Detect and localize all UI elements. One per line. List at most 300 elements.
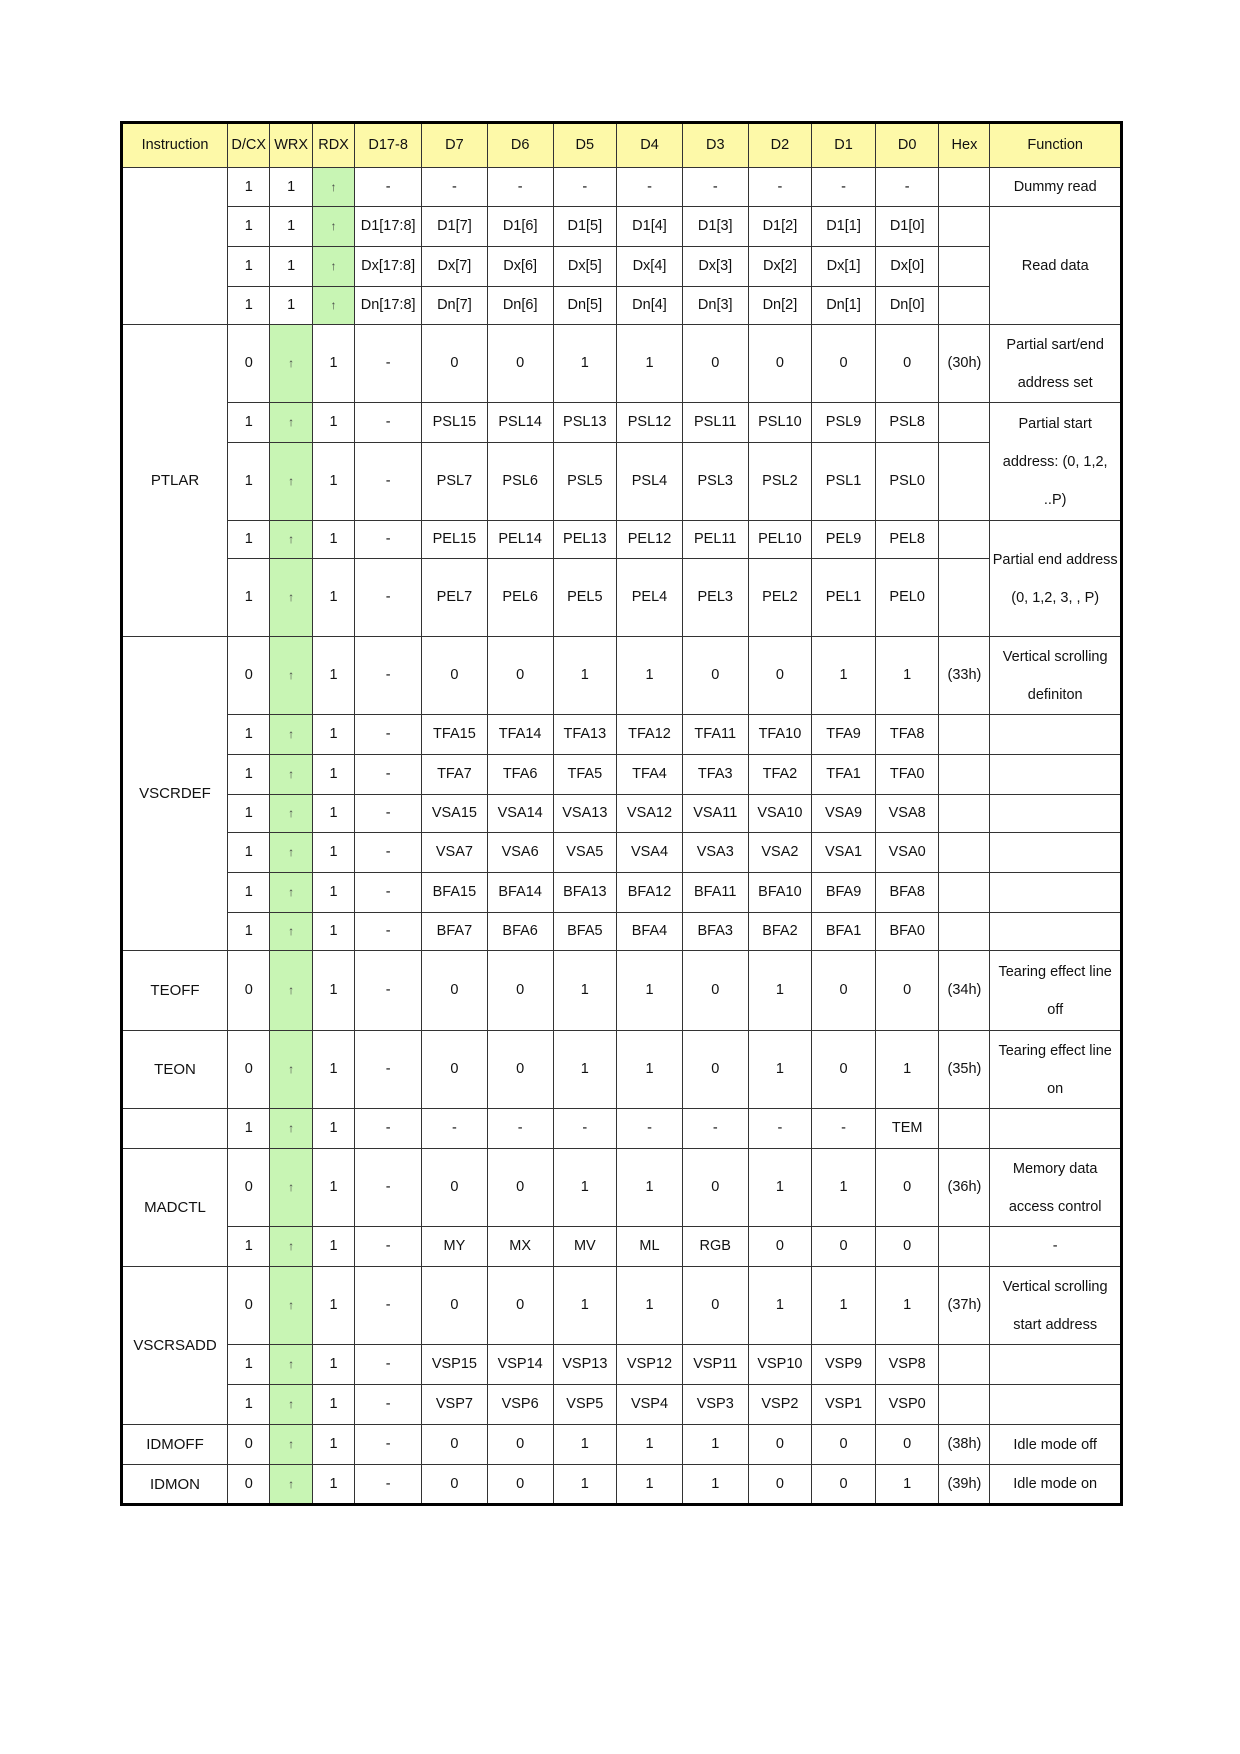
table-cell: -	[355, 1385, 422, 1425]
table-row	[122, 951, 1122, 1031]
table-cell: Dn[3]	[682, 287, 748, 325]
table-cell: VSP9	[812, 1345, 876, 1385]
table-cell	[990, 833, 1122, 873]
table-cell: MV	[553, 1227, 617, 1267]
table-cell: 0	[682, 1031, 748, 1109]
table-cell: BFA0	[875, 913, 939, 951]
strobe-arrow-cell: ↑	[270, 403, 312, 443]
table-row	[122, 833, 1122, 873]
table-cell: 1	[312, 521, 354, 559]
table-cell: -	[487, 1109, 553, 1149]
table-cell	[939, 443, 990, 521]
table-cell: VSP14	[487, 1345, 553, 1385]
table-cell: VSA10	[748, 795, 812, 833]
table-cell: VSA3	[682, 833, 748, 873]
table-cell: D1[2]	[748, 207, 812, 247]
table-cell	[939, 1227, 990, 1267]
table-cell: D1[7]	[422, 207, 488, 247]
table-cell: 1	[682, 1465, 748, 1505]
table-cell: 0	[487, 1031, 553, 1109]
table-cell: BFA7	[422, 913, 488, 951]
strobe-arrow-cell: ↑	[270, 1267, 312, 1345]
table-cell: VSA9	[812, 795, 876, 833]
table-cell: 1	[748, 1031, 812, 1109]
table-cell	[939, 913, 990, 951]
strobe-arrow-cell: ↑	[312, 207, 354, 247]
function-cell: Tearing effect line on	[990, 1031, 1122, 1109]
table-cell: 1	[553, 1425, 617, 1465]
table-row	[122, 559, 1122, 637]
table-cell: 1	[875, 1031, 939, 1109]
table-cell: VSA6	[487, 833, 553, 873]
table-cell: -	[812, 168, 876, 207]
strobe-arrow-cell: ↑	[270, 1345, 312, 1385]
column-header: D1	[812, 123, 876, 168]
table-cell: 1	[617, 637, 683, 715]
table-cell: (35h)	[939, 1031, 990, 1109]
table-row	[122, 715, 1122, 755]
table-cell: VSA12	[617, 795, 683, 833]
table-cell: 0	[748, 637, 812, 715]
strobe-arrow-cell: ↑	[270, 325, 312, 403]
table-row	[122, 247, 1122, 287]
table-cell: 0	[487, 1425, 553, 1465]
table-row	[122, 637, 1122, 715]
table-cell: 0	[875, 1425, 939, 1465]
strobe-arrow-cell: ↑	[270, 913, 312, 951]
column-header: Function	[990, 123, 1122, 168]
table-cell: (33h)	[939, 637, 990, 715]
table-cell: BFA8	[875, 873, 939, 913]
table-cell: 0	[748, 1227, 812, 1267]
table-cell: Dx[3]	[682, 247, 748, 287]
table-cell: -	[748, 1109, 812, 1149]
table-cell: VSA11	[682, 795, 748, 833]
table-cell: BFA1	[812, 913, 876, 951]
strobe-arrow-cell: ↑	[270, 833, 312, 873]
table-cell: 0	[228, 1149, 270, 1227]
column-header: Instruction	[122, 123, 228, 168]
table-cell: VSA13	[553, 795, 617, 833]
table-row	[122, 1227, 1122, 1267]
strobe-arrow-cell: ↑	[270, 637, 312, 715]
table-row	[122, 207, 1122, 247]
table-cell: 0	[487, 637, 553, 715]
table-cell: -	[355, 1267, 422, 1345]
table-cell: 1	[312, 1267, 354, 1345]
table-cell	[990, 755, 1122, 795]
table-cell: VSP11	[682, 1345, 748, 1385]
table-cell: 1	[553, 951, 617, 1031]
table-cell: 1	[270, 247, 312, 287]
strobe-arrow-cell: ↑	[270, 1425, 312, 1465]
table-cell: 1	[228, 287, 270, 325]
table-cell: VSA2	[748, 833, 812, 873]
table-row	[122, 1109, 1122, 1149]
table-cell	[939, 168, 990, 207]
function-cell: Partial sart/end address set	[990, 325, 1122, 403]
table-cell: MY	[422, 1227, 488, 1267]
table-cell: 0	[875, 951, 939, 1031]
table-cell: PSL8	[875, 403, 939, 443]
table-cell: 0	[812, 325, 876, 403]
table-cell: 1	[312, 715, 354, 755]
table-cell: -	[355, 1465, 422, 1505]
table-cell: 1	[228, 833, 270, 873]
table-cell	[939, 833, 990, 873]
column-header: Hex	[939, 123, 990, 168]
table-cell: 1	[617, 1465, 683, 1505]
table-cell: PEL0	[875, 559, 939, 637]
column-header: WRX	[270, 123, 312, 168]
table-cell: ML	[617, 1227, 683, 1267]
table-cell: 1	[312, 443, 354, 521]
table-cell: 0	[875, 1149, 939, 1227]
table-cell	[990, 1109, 1122, 1149]
table-cell: 1	[228, 207, 270, 247]
strobe-arrow-cell: ↑	[270, 951, 312, 1031]
table-cell: 1	[312, 873, 354, 913]
table-cell: VSA4	[617, 833, 683, 873]
table-row	[122, 755, 1122, 795]
table-cell: PEL7	[422, 559, 488, 637]
table-cell: PSL15	[422, 403, 488, 443]
table-cell: PEL6	[487, 559, 553, 637]
column-header: D/CX	[228, 123, 270, 168]
table-cell: TFA0	[875, 755, 939, 795]
table-cell: 1	[228, 795, 270, 833]
table-cell: (30h)	[939, 325, 990, 403]
strobe-arrow-cell: ↑	[270, 559, 312, 637]
table-cell: 1	[228, 1109, 270, 1149]
table-row	[122, 1345, 1122, 1385]
table-cell: (38h)	[939, 1425, 990, 1465]
table-cell: VSP0	[875, 1385, 939, 1425]
table-cell: 1	[228, 1345, 270, 1385]
table-cell: 1	[312, 913, 354, 951]
table-cell: 0	[682, 1149, 748, 1227]
strobe-arrow-cell: ↑	[312, 247, 354, 287]
table-cell: 0	[422, 1267, 488, 1345]
table-cell: 0	[422, 951, 488, 1031]
table-cell: 1	[228, 1385, 270, 1425]
table-cell: VSP8	[875, 1345, 939, 1385]
table-cell: 1	[812, 1267, 876, 1345]
function-cell: Tearing effect line off	[990, 951, 1122, 1031]
table-cell: -	[990, 1227, 1122, 1267]
table-cell: 1	[748, 1267, 812, 1345]
table-cell: 0	[228, 951, 270, 1031]
table-row	[122, 795, 1122, 833]
table-cell: Dx[1]	[812, 247, 876, 287]
table-cell: Dx[5]	[553, 247, 617, 287]
table-cell: 1	[228, 403, 270, 443]
table-cell: -	[355, 873, 422, 913]
table-cell	[939, 1109, 990, 1149]
table-cell: RGB	[682, 1227, 748, 1267]
table-row	[122, 1465, 1122, 1505]
table-cell: VSP10	[748, 1345, 812, 1385]
table-cell: -	[355, 168, 422, 207]
table-cell: PSL10	[748, 403, 812, 443]
table-cell: VSP1	[812, 1385, 876, 1425]
table-cell: BFA10	[748, 873, 812, 913]
table-cell: 1	[312, 951, 354, 1031]
column-header: RDX	[312, 123, 354, 168]
strobe-arrow-cell: ↑	[270, 1465, 312, 1505]
table-cell: BFA12	[617, 873, 683, 913]
table-cell: TFA6	[487, 755, 553, 795]
table-cell: (34h)	[939, 951, 990, 1031]
strobe-arrow-cell: ↑	[312, 287, 354, 325]
table-cell: Dn[4]	[617, 287, 683, 325]
strobe-arrow-cell: ↑	[270, 873, 312, 913]
table-cell: 1	[228, 559, 270, 637]
table-cell: D1[1]	[812, 207, 876, 247]
table-cell: 0	[748, 1425, 812, 1465]
table-row	[122, 1031, 1122, 1109]
table-cell: 0	[487, 1465, 553, 1505]
table-cell: -	[553, 1109, 617, 1149]
table-cell: TFA2	[748, 755, 812, 795]
function-cell: Dummy read	[990, 168, 1122, 207]
table-cell: 0	[422, 1425, 488, 1465]
table-cell: 1	[312, 637, 354, 715]
table-cell	[939, 521, 990, 559]
table-cell: BFA15	[422, 873, 488, 913]
table-cell: -	[355, 795, 422, 833]
table-cell: PSL11	[682, 403, 748, 443]
table-cell: PEL15	[422, 521, 488, 559]
table-cell: PEL10	[748, 521, 812, 559]
table-cell: 0	[487, 325, 553, 403]
table-cell: D1[4]	[617, 207, 683, 247]
header-row	[122, 123, 1122, 168]
table-cell: PEL8	[875, 521, 939, 559]
table-cell: VSA7	[422, 833, 488, 873]
table-cell: 0	[422, 325, 488, 403]
table-cell: 1	[312, 755, 354, 795]
table-cell: -	[553, 168, 617, 207]
table-cell	[939, 287, 990, 325]
table-cell: 1	[312, 833, 354, 873]
table-cell: BFA6	[487, 913, 553, 951]
table-row	[122, 168, 1122, 207]
table-cell: -	[812, 1109, 876, 1149]
table-cell: 0	[487, 1149, 553, 1227]
table-cell: 1	[553, 325, 617, 403]
table-cell: 0	[422, 1465, 488, 1505]
table-cell: 1	[312, 1385, 354, 1425]
table-cell: 1	[312, 559, 354, 637]
table-cell: 1	[553, 637, 617, 715]
table-cell: 1	[270, 207, 312, 247]
table-cell: Dn[7]	[422, 287, 488, 325]
table-cell: 0	[228, 637, 270, 715]
table-cell: 1	[553, 1267, 617, 1345]
table-cell: -	[355, 1425, 422, 1465]
table-cell: VSA1	[812, 833, 876, 873]
table-cell: PSL7	[422, 443, 488, 521]
table-cell: Dx[17:8]	[355, 247, 422, 287]
table-cell: TFA10	[748, 715, 812, 755]
table-cell: TFA14	[487, 715, 553, 755]
table-cell: VSA5	[553, 833, 617, 873]
function-cell: Read data	[990, 207, 1122, 325]
table-cell: 1	[617, 325, 683, 403]
table-cell	[122, 1109, 228, 1149]
table-cell: VSP3	[682, 1385, 748, 1425]
table-cell: VSP2	[748, 1385, 812, 1425]
table-cell: 1	[312, 1465, 354, 1505]
table-cell	[939, 795, 990, 833]
table-cell: TFA11	[682, 715, 748, 755]
table-cell: 0	[812, 951, 876, 1031]
table-row	[122, 1425, 1122, 1465]
instruction-cell: TEON	[122, 1031, 228, 1109]
table-cell: PEL2	[748, 559, 812, 637]
table-cell: 1	[228, 168, 270, 207]
table-cell: 1	[312, 403, 354, 443]
table-row	[122, 403, 1122, 443]
table-cell: Dx[7]	[422, 247, 488, 287]
table-cell	[939, 207, 990, 247]
table-cell	[939, 715, 990, 755]
table-cell	[990, 913, 1122, 951]
table-row	[122, 1267, 1122, 1345]
table-cell: -	[355, 913, 422, 951]
table-cell: 1	[270, 168, 312, 207]
table-cell	[990, 795, 1122, 833]
table-cell: VSA14	[487, 795, 553, 833]
table-cell: -	[355, 637, 422, 715]
table-cell: 1	[617, 1149, 683, 1227]
table-cell: BFA4	[617, 913, 683, 951]
table-cell: 1	[875, 1465, 939, 1505]
column-header: D4	[617, 123, 683, 168]
table-cell: PEL11	[682, 521, 748, 559]
table-cell: Dn[6]	[487, 287, 553, 325]
strobe-arrow-cell: ↑	[270, 1031, 312, 1109]
table-cell: -	[355, 1345, 422, 1385]
table-cell: 1	[228, 873, 270, 913]
table-cell: 0	[875, 1227, 939, 1267]
table-cell: 0	[682, 1267, 748, 1345]
table-row	[122, 1385, 1122, 1425]
instruction-cell: VSCRDEF	[122, 637, 228, 951]
table-cell: TEM	[875, 1109, 939, 1149]
table-cell: Dn[0]	[875, 287, 939, 325]
table-row	[122, 443, 1122, 521]
table-cell: PEL13	[553, 521, 617, 559]
strobe-arrow-cell: ↑	[270, 795, 312, 833]
table-cell: VSP5	[553, 1385, 617, 1425]
table-cell: -	[355, 403, 422, 443]
table-cell	[939, 247, 990, 287]
table-cell: PSL13	[553, 403, 617, 443]
table-cell: 0	[682, 951, 748, 1031]
strobe-arrow-cell: ↑	[312, 168, 354, 207]
table-cell: PSL0	[875, 443, 939, 521]
table-cell: 0	[228, 1465, 270, 1505]
table-cell: D1[3]	[682, 207, 748, 247]
strobe-arrow-cell: ↑	[270, 1109, 312, 1149]
table-cell: -	[355, 1227, 422, 1267]
table-cell: -	[617, 1109, 683, 1149]
table-cell: (37h)	[939, 1267, 990, 1345]
table-row	[122, 287, 1122, 325]
table-cell: TFA8	[875, 715, 939, 755]
table-cell: Dn[1]	[812, 287, 876, 325]
table-cell: Dx[4]	[617, 247, 683, 287]
table-cell: Dn[17:8]	[355, 287, 422, 325]
function-cell: Idle mode on	[990, 1465, 1122, 1505]
table-cell: 0	[487, 1267, 553, 1345]
table-cell: BFA2	[748, 913, 812, 951]
function-cell: Partial start address: (0, 1,2, ..P)	[990, 403, 1122, 521]
table-cell: 1	[748, 951, 812, 1031]
table-cell: PEL5	[553, 559, 617, 637]
table-cell: -	[355, 1109, 422, 1149]
table-cell: -	[355, 1031, 422, 1109]
table-cell: -	[355, 443, 422, 521]
table-cell: TFA7	[422, 755, 488, 795]
table-cell: PEL14	[487, 521, 553, 559]
table-cell: VSP13	[553, 1345, 617, 1385]
column-header: D5	[553, 123, 617, 168]
table-cell: 0	[812, 1425, 876, 1465]
table-cell: BFA3	[682, 913, 748, 951]
table-cell: BFA5	[553, 913, 617, 951]
table-cell: 1	[228, 443, 270, 521]
table-cell: VSA8	[875, 795, 939, 833]
table-cell: PSL2	[748, 443, 812, 521]
table-cell: PEL3	[682, 559, 748, 637]
table-cell: TFA15	[422, 715, 488, 755]
table-cell: 1	[228, 1227, 270, 1267]
table-cell: 0	[228, 1267, 270, 1345]
table-cell: -	[617, 168, 683, 207]
strobe-arrow-cell: ↑	[270, 443, 312, 521]
table-cell	[939, 873, 990, 913]
table-cell: TFA4	[617, 755, 683, 795]
table-cell: (36h)	[939, 1149, 990, 1227]
table-cell: 1	[228, 913, 270, 951]
table-cell: PSL5	[553, 443, 617, 521]
strobe-arrow-cell: ↑	[270, 1385, 312, 1425]
table-cell: Dx[0]	[875, 247, 939, 287]
table-cell: D1[5]	[553, 207, 617, 247]
table-cell: VSA0	[875, 833, 939, 873]
table-cell: 0	[422, 1031, 488, 1109]
table-cell: 1	[312, 1109, 354, 1149]
table-cell: -	[748, 168, 812, 207]
function-cell: Memory data access control	[990, 1149, 1122, 1227]
table-cell: BFA9	[812, 873, 876, 913]
table-cell: 1	[312, 1149, 354, 1227]
table-cell: PSL9	[812, 403, 876, 443]
table-cell: PEL12	[617, 521, 683, 559]
table-cell	[939, 403, 990, 443]
column-header: D0	[875, 123, 939, 168]
table-cell: PSL3	[682, 443, 748, 521]
table-cell: 1	[875, 637, 939, 715]
table-cell	[939, 755, 990, 795]
table-cell: 0	[228, 1425, 270, 1465]
table-cell: 1	[748, 1149, 812, 1227]
table-cell	[939, 559, 990, 637]
table-cell: VSP4	[617, 1385, 683, 1425]
